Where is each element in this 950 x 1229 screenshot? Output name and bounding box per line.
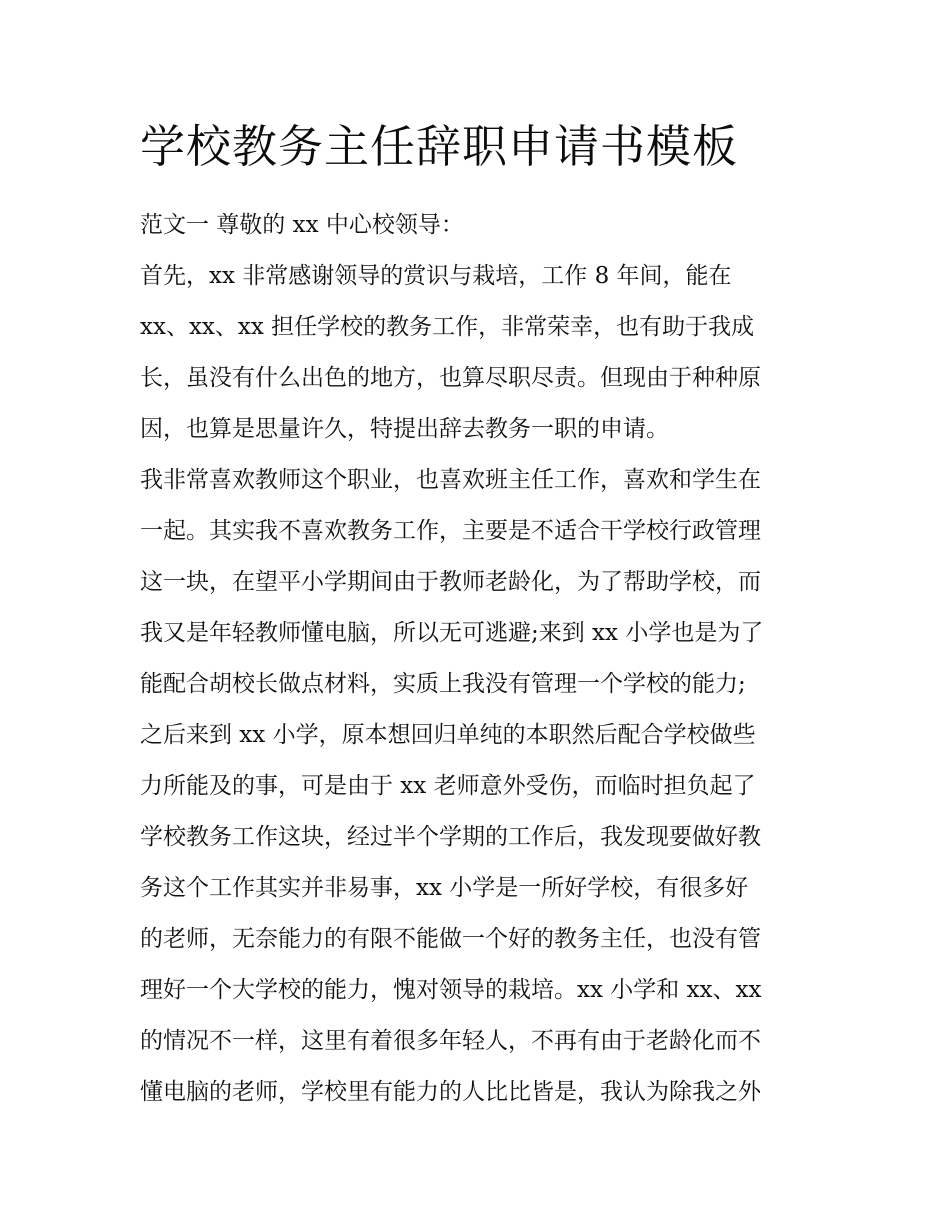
text-line-11: 之后来到 xx 小学，原本想回归单纯的本职然后配合学校做些: [140, 722, 756, 748]
text-line-9: 我又是年轻教师懂电脑，所以无可逃避;来到 xx 小学也是为了: [140, 620, 764, 646]
text-line-10: 能配合胡校长做点材料，实质上我没有管理一个学校的能力;: [140, 671, 746, 697]
document-title: 学校教务主任辞职申请书模板: [140, 120, 739, 173]
text-line-8: 这一块，在望平小学期间由于教师老龄化，为了帮助学校，而: [140, 569, 761, 595]
text-line-3: xx、xx、xx 担任学校的教务工作，非常荣幸，也有助于我成: [140, 314, 755, 340]
text-line-7: 一起。其实我不喜欢教务工作，主要是不适合干学校行政管理: [140, 518, 761, 544]
text-line-18: 懂电脑的老师，学校里有能力的人比比皆是，我认为除我之外: [140, 1079, 761, 1105]
text-line-6: 我非常喜欢教师这个职业，也喜欢班主任工作，喜欢和学生在: [140, 467, 761, 493]
text-line-5: 因，也算是思量许久，特提出辞去教务一职的申请。: [140, 416, 669, 442]
text-line-17: 的情况不一样，这里有着很多年轻人，不再有由于老龄化而不: [140, 1028, 761, 1054]
text-line-12: 力所能及的事，可是由于 xx 老师意外受伤，而临时担负起了: [140, 773, 756, 799]
text-line-4: 长，虽没有什么出色的地方，也算尽职尽责。但现由于种种原: [140, 365, 761, 391]
text-line-14: 务这个工作其实并非易事，xx 小学是一所好学校，有很多好: [140, 875, 749, 901]
text-line-15: 的老师，无奈能力的有限不能做一个好的教务主任，也没有管: [140, 926, 761, 952]
text-line-2: 首先，xx 非常感谢领导的赏识与栽培，工作 8 年间，能在: [140, 263, 732, 289]
text-line-16: 理好一个大学校的能力，愧对领导的栽培。xx 小学和 xx、xx: [140, 977, 762, 1003]
text-line-1: 范文一 尊敬的 xx 中心校领导：: [140, 212, 464, 238]
text-line-13: 学校教务工作这块，经过半个学期的工作后，我发现要做好教: [140, 824, 761, 850]
